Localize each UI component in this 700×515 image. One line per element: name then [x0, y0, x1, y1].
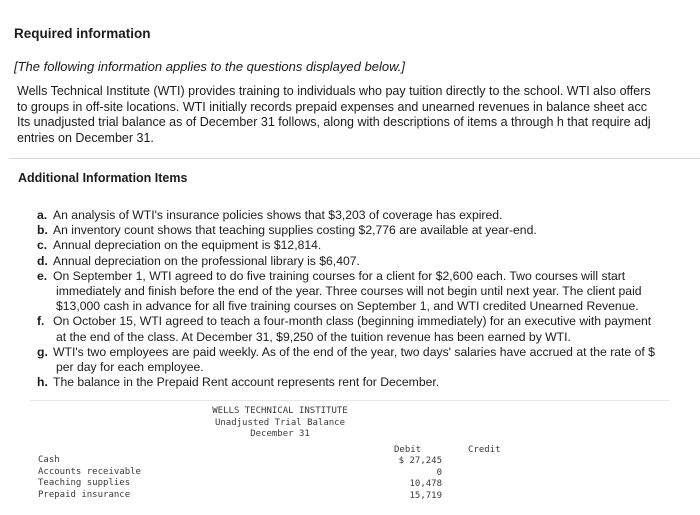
debit-column-header: Debit — [394, 445, 422, 455]
item-letter: a. — [37, 208, 48, 222]
trial-balance-title: Unadjusted Trial Balance — [214, 417, 346, 428]
item-text: WTI's two employees are paid weekly. As of the end of the year, two days' salaries have accrued at the rate of $ — [53, 344, 655, 359]
item-letter: c. — [37, 238, 48, 253]
item-letter: g. — [37, 344, 48, 359]
account-name: Accounts receivable — [38, 466, 141, 477]
item-text: On September 1, WTI agreed to do five training courses for a client for $2,600 each. Two courses will start — [53, 268, 626, 283]
item-text: Annual depreciation on the professional library is $6,407. — [53, 253, 360, 268]
item-letter: h. — [37, 375, 48, 390]
account-name: Prepaid insurance — [38, 489, 131, 500]
account-name: Teaching supplies — [38, 478, 131, 488]
item-text: An analysis of WTI's insurance policies shows that $3,203 of coverage has expired. — [53, 208, 503, 222]
context-note: [The following information applies to the questions displayed below.] — [14, 59, 405, 74]
info-items-list — [37, 208, 700, 390]
trial-balance-header — [200, 406, 360, 441]
item-text: per day for each employee. — [56, 360, 204, 375]
item-text: immediately and finish before the end of the year. Three courses will not begin until next year. The client paid — [56, 284, 642, 299]
intro-paragraph — [17, 84, 700, 146]
bottom-fade — [0, 503, 700, 515]
item-text: An inventory count shows that teaching supplies costing $2,776 are available at year-end. — [53, 223, 537, 238]
account-names-column — [38, 455, 141, 501]
item-text: The balance in the Prepaid Rent account represents rent for December. — [53, 375, 440, 390]
intro-line: to groups in off-site locations. WTI initially records prepaid expenses and unearned revenues in balance sheet acc — [17, 99, 647, 114]
account-name: Cash — [38, 455, 60, 465]
list-item — [37, 208, 700, 223]
debit-amount: 10,478 — [409, 479, 442, 489]
trial-balance-date: December 31 — [250, 429, 310, 439]
debit-amount: $ 27,245 — [398, 456, 442, 466]
intro-line: Wells Technical Institute (WTI) provides training to individuals who pay tuition directly to the school. WTI also offers — [17, 84, 651, 98]
list-item — [37, 254, 700, 269]
list-item — [37, 314, 700, 344]
credit-column-header: Credit — [468, 445, 501, 455]
intro-line: Its unadjusted trial balance as of December 31 follows, along with descriptions of items a through h that require adj — [17, 115, 651, 129]
item-text: On October 15, WTI agreed to teach a four-month class (beginning immediately) for an executive with payment — [53, 314, 652, 329]
item-letter: e. — [37, 268, 48, 283]
debit-amount: 0 — [436, 467, 442, 478]
list-item — [37, 223, 700, 238]
item-text: at the end of the class. At December 31, $9,250 of the tuition revenue has been earned by WTI. — [56, 329, 571, 344]
item-text: $13,000 cash in advance for all five training courses on September 1, and WTI credited Unearned Revenue. — [56, 299, 639, 314]
debit-amounts-column — [388, 456, 442, 502]
page-heading: Required information — [14, 26, 151, 41]
section-title: Additional Information Items — [18, 171, 188, 185]
list-item — [37, 269, 700, 315]
item-letter: b. — [37, 223, 48, 238]
debit-amount: 15,719 — [409, 490, 442, 501]
item-letter: d. — [37, 253, 48, 268]
company-name: WELLS TECHNICAL INSTITUTE — [212, 406, 348, 416]
list-item — [37, 238, 700, 253]
item-text: Annual depreciation on the equipment is $12,814. — [53, 238, 322, 253]
intro-line: entries on December 31. — [17, 130, 154, 145]
item-letter: f. — [37, 314, 45, 329]
list-item — [37, 345, 700, 375]
list-item — [37, 375, 700, 390]
